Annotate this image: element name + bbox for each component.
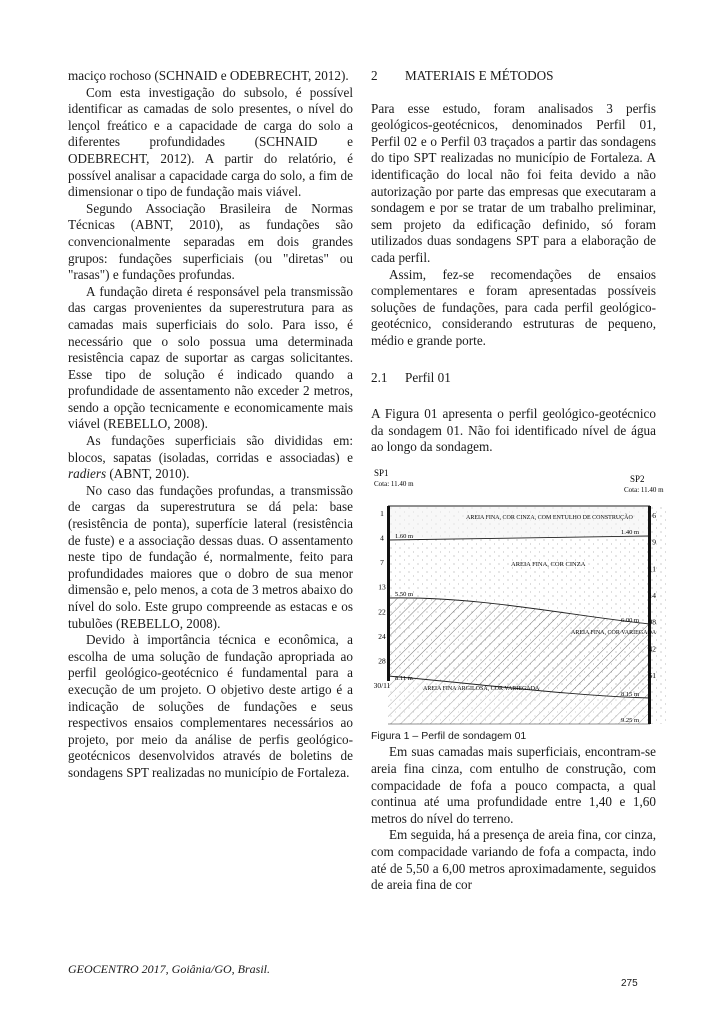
paragraph: Segundo Associação Brasileira de Normas Técnicas (ABNT, 2010), as fundações são convencionalmente separadas em dois grandes grupos: fundações superficiais (ou "diretas" ou "rasas") e fundações profundas. bbox=[68, 200, 353, 283]
sp1-depth-1: 1.60 m bbox=[395, 532, 414, 540]
sp2-cota: Cota: 11.40 m bbox=[624, 485, 664, 494]
nspt-value: 30/11 bbox=[373, 680, 391, 690]
text-run: (ABNT, 2010). bbox=[106, 466, 190, 482]
nspt-value: 22 bbox=[378, 607, 386, 617]
paragraph: Em suas camadas mais superficiais, encontram-se areia fina cinza, com entulho de construção, com compacidade de fofa a pouco compacta, a qual continua até uma profundidade entre 1,40 e 1,60 metros do nível do terreno. bbox=[371, 744, 656, 826]
subsection-number: 2.1 bbox=[371, 369, 388, 385]
paragraph: Assim, fez-se recomendações de ensaios complementares e foram apresentadas possíveis soluções de fundações, para cada perfil geológico-geotécnico, considerando estruturas de pequeno, médio e grande porte. bbox=[371, 266, 656, 348]
sp1-depth-2: 5.50 m bbox=[395, 590, 414, 598]
nspt-value: 13 bbox=[378, 582, 386, 592]
page-number: 275 bbox=[621, 978, 638, 989]
layer-fill-1 bbox=[388, 506, 650, 538]
nspt-value: 1 bbox=[380, 508, 384, 518]
subsection-heading bbox=[371, 370, 656, 387]
left-column bbox=[68, 68, 353, 782]
figure-soil-profile bbox=[371, 466, 664, 728]
nspt-value: 7 bbox=[380, 558, 384, 568]
paragraph: maciço rochoso (SCHNAID e ODEBRECHT, 2012). bbox=[68, 68, 349, 83]
nspt-value: 51 bbox=[648, 670, 656, 680]
nspt-value: 6 bbox=[652, 510, 656, 520]
sp1-depth-3: 8.11 m bbox=[395, 674, 413, 682]
sp2-name: SP2 bbox=[630, 473, 645, 484]
layer4-label: AREIA FINA ARGILOSA, COR VARIEGADA bbox=[423, 685, 540, 692]
sp1-cota: Cota: 11.40 m bbox=[374, 479, 414, 488]
nspt-value: 24 bbox=[378, 631, 386, 641]
nspt-value: 11 bbox=[648, 564, 656, 574]
paragraph: A Figura 01 apresenta o perfil geológico-geotécnico da sondagem 01. Não foi identificado nível de água ao longo da sondagem. bbox=[371, 406, 656, 455]
sp1-borehole bbox=[387, 506, 390, 681]
subsection-title: Perfil 01 bbox=[405, 369, 451, 385]
nspt-value: 42 bbox=[648, 644, 656, 654]
paragraph: No caso das fundações profundas, a transmissão de cargas da superestrutura se dá pela: base (resistência de ponta), superfície lateral (resistência de fuste) e a associação dessas duas. O assentamento neste tipo de fundação é, normalmente, feito para profundidades maiores que o dobro de sua menor dimensão e, pelo menos, a cota de 3 metros abaixo do nível do solo. Este grupo compreende as estacas e os tubulões (REBELLO, 2008). bbox=[68, 482, 353, 631]
text-run: As fundações superficiais são divididas em: blocos, sapatas (isoladas, corridas e associadas) e bbox=[68, 433, 353, 465]
section-heading bbox=[371, 68, 656, 85]
nspt-value: 9 bbox=[652, 537, 656, 547]
sp2-depth-3: 8.15 m bbox=[621, 690, 640, 698]
paragraph: Devido à importância técnica e econômica, a escolha de uma solução de fundação apropriada ao perfil geológico-geotécnico é fundamental para a execução de um projeto. O objetivo deste artigo é a indicação de soluções de fundações e seus respectivos ensaios complementares necessários ao projeto, por meio da análise de perfis geológico-geotécnicos desenvolvidos através de boletins de sondagens SPT realizadas no município de Fortaleza. bbox=[68, 632, 353, 780]
figure-caption: Figura 1 – Perfil de sondagem 01 bbox=[371, 729, 527, 742]
nspt-value: 4 bbox=[380, 533, 384, 543]
nspt-value: 28 bbox=[378, 656, 386, 666]
right-column bbox=[371, 68, 664, 894]
sp1-name: SP1 bbox=[374, 467, 389, 478]
layer3-label: AREIA FINA, COR VARIEGADA bbox=[571, 629, 657, 636]
nspt-value: 14 bbox=[648, 590, 656, 600]
sp2-depth-1: 1.40 m bbox=[621, 528, 640, 536]
paragraph: Para esse estudo, foram analisados 3 perfis geológicos-geotécnicos, denominados Perfil 01, Perfil 02 e o Perfil 03 traçados a partir das sondagens do tipo SPT realizadas no município de Fortaleza. A identificação do local não foi feita devido a não autorização por parte das empresas que executaram a sondagem e por se tratar de um trabalho preliminar, sem projeto da edificação definido, só foram utilizados duas sondagens SPT para a elaboração de cada perfil. bbox=[371, 100, 656, 265]
paragraph: Com esta investigação do subsolo, é possível identificar as camadas de solo presentes, o nível do lençol freático e a capacidade de carga do solo a diferentes profundidades (SCHNAID e ODEBRECHT, 2012). A partir do relatório, é possível analisar a capacidade carga do solo, a fim de dimensionar o tipo de fundação mais viável. bbox=[68, 84, 353, 200]
layer2-label: AREIA FINA, COR CINZA bbox=[511, 560, 586, 568]
paragraph: A fundação direta é responsável pela transmissão das cargas provenientes da superestrutura para as camadas mais superficiais do solo. Para isso, é necessário que o solo possua uma determinada resistência capaz de suportar as cargas solicitantes. Esse tipo de solução é indicado quando a profundidade de assentamento não exceder 2 metros, sendo a opção tecnicamente e economicamente mais viável (REBELLO, 2008). bbox=[68, 283, 353, 432]
sp2-borehole bbox=[648, 506, 651, 724]
paragraph: Em seguida, há a presença de areia fina, cor cinza, com compacidade variando de fofa a compacta, indo até de 5,50 a 6,00 metros aproximadamente, seguidos de areia fina de cor bbox=[371, 827, 656, 893]
footer-venue: GEOCENTRO 2017, Goiânia/GO, Brasil. bbox=[68, 962, 271, 976]
sp2-depth-2: 6.00 m bbox=[621, 616, 640, 624]
section-title: MATERIAIS E MÉTODOS bbox=[405, 68, 554, 83]
section-number: 2 bbox=[371, 68, 378, 83]
nspt-value: 98 bbox=[648, 617, 656, 627]
sp2-depth-4: 9.25 m bbox=[621, 716, 640, 724]
soil-profile-diagram bbox=[371, 466, 664, 728]
layer1-label: AREIA FINA, COR CINZA, COM ENTULHO DE CONSTRUÇÃO bbox=[466, 514, 633, 521]
paragraph bbox=[68, 433, 353, 483]
emphasis: radiers bbox=[68, 466, 107, 482]
